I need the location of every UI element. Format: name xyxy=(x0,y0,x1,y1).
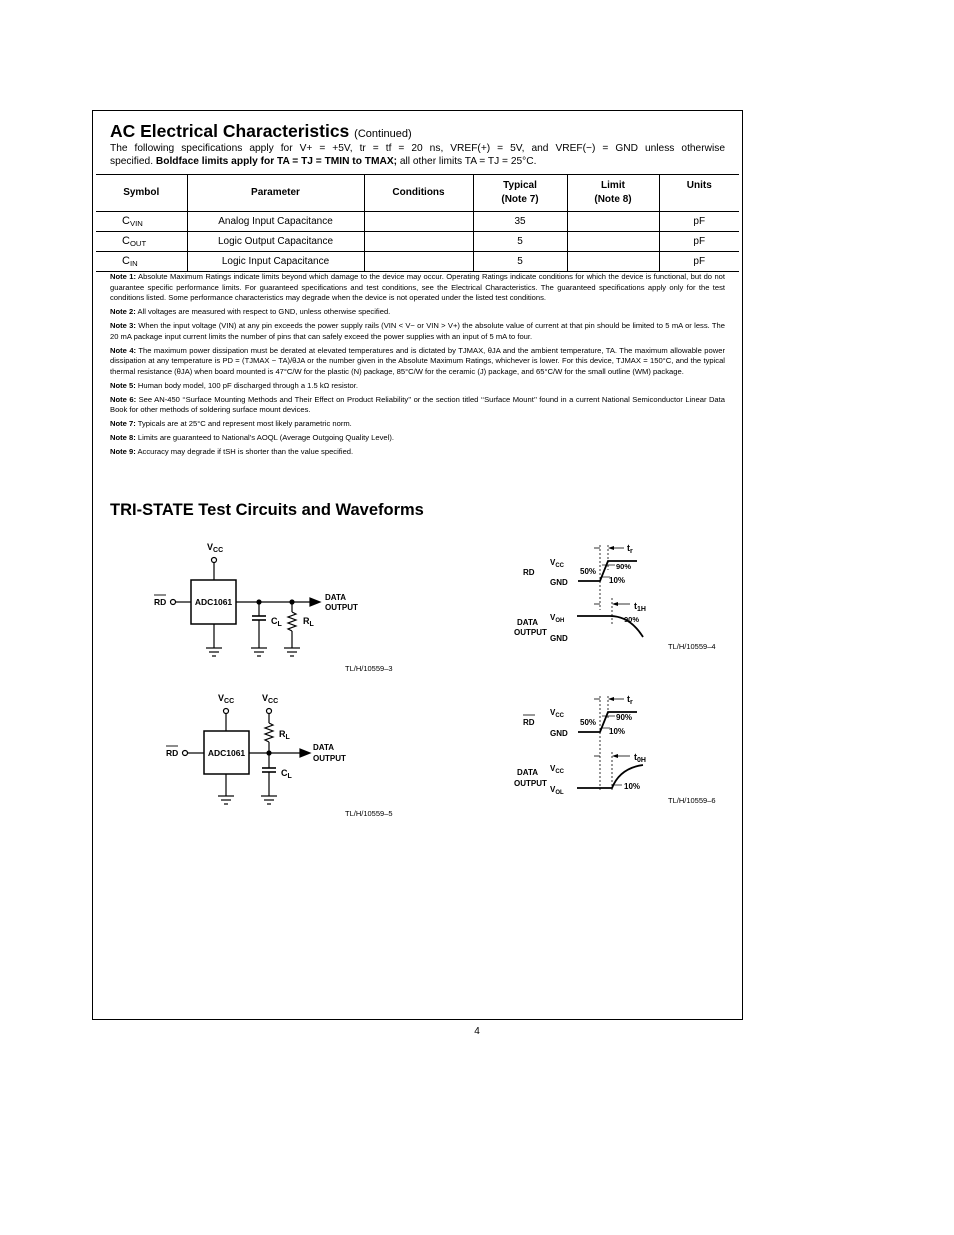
note: Note 2: All voltages are measured with respect to GND, unless otherwise specified. xyxy=(110,307,391,316)
cell-parameter: Logic Input Capacitance xyxy=(187,252,364,272)
intro-text: The following specifications apply for V+ = +5V, tr = tf = 20 ns, VREF(+) = 5V, and VREF(−) = GND unless otherwise specified. Boldface limits apply for TA = TJ = TMIN to TMAX; all other limits TA = TJ = 25°C. xyxy=(110,143,725,167)
waveform-1 xyxy=(514,543,646,643)
col-header-typical: Typical (Note 7) xyxy=(473,175,567,212)
svg-text:GND: GND xyxy=(550,634,568,643)
col-header-parameter: Parameter xyxy=(187,175,364,212)
note: Note 1: Absolute Maximum Ratings indicate limits beyond which damage to the device may occur. Operating Ratings indicate conditions for which the device is functional, but do not guarantee specific performance limits. For guaranteed specifications and test conditions, see the Electrical Characteristics. The guaranteed specifications apply only for the test conditions listed. Some performance characteristics may degrade when the device is not operated under the listed test conditions. xyxy=(110,272,725,302)
resistor-icon xyxy=(288,612,296,631)
svg-text:DATA: DATA xyxy=(517,618,539,627)
svg-text:OUTPUT: OUTPUT xyxy=(313,754,346,763)
svg-text:DATA: DATA xyxy=(313,743,335,752)
cell-parameter: Logic Output Capacitance xyxy=(187,232,364,252)
arrow-icon xyxy=(310,598,320,606)
figure-caption: TL/H/10559–6 xyxy=(668,796,716,805)
svg-text:VOH: $V_{OH}$ xyxy=(550,613,565,624)
test-circuit-2 xyxy=(166,693,346,804)
cell-symbol: $C_{IN}$ xyxy=(96,252,187,272)
svg-text:VCC: $V_{CC}$ xyxy=(207,542,224,554)
svg-text:RD: RD xyxy=(166,748,179,758)
svg-text:CL: $C_L$ xyxy=(271,616,282,628)
section-title-tristate: TRI-STATE Test Circuits and Waveforms xyxy=(110,501,424,519)
svg-text:VCC: $V_{CC}$ xyxy=(550,708,565,719)
svg-text:t0H: $t_{0H}$ xyxy=(634,752,646,764)
svg-text:VOL: $V_{OL}$ xyxy=(550,785,564,796)
svg-text:ADC1061: ADC1061 xyxy=(194,597,233,607)
col-header-symbol: Symbol xyxy=(96,175,187,212)
svg-text:RD: RD xyxy=(523,568,535,577)
cell-typical: 5 xyxy=(473,232,567,252)
col-header-units: Units xyxy=(659,175,739,212)
ground-icon xyxy=(251,648,267,656)
cell-symbol: $C_{OUT}$ xyxy=(96,232,187,252)
svg-text:t1H: $t_{1H}$ xyxy=(634,601,646,613)
ground-icon xyxy=(284,648,300,656)
cell-units: pF xyxy=(659,232,739,252)
cell-typical: 5 xyxy=(473,252,567,272)
test-circuit-1 xyxy=(154,542,358,656)
svg-text:VCC: $V_{CC}$ xyxy=(262,693,279,705)
svg-text:RD: RD xyxy=(523,718,535,727)
cell-units: pF xyxy=(659,212,739,232)
svg-text:90%: 90% xyxy=(616,562,632,571)
svg-text:ADC1061: ADC1061 xyxy=(207,748,246,758)
figure-caption: TL/H/10559–5 xyxy=(345,809,393,818)
col-header-conditions: Conditions xyxy=(364,175,473,212)
svg-text:RL: $R_L$ xyxy=(303,616,314,628)
note: Note 7: Typicals are at 25°C and represent most likely parametric norm. xyxy=(110,419,352,428)
col-header-limit: Limit (Note 8) xyxy=(567,175,659,212)
cell-symbol: $C_{VIN}$ xyxy=(96,212,187,232)
figure-caption: TL/H/10559–4 xyxy=(668,642,716,651)
page-number: 4 xyxy=(474,1026,480,1037)
svg-text:90%: 90% xyxy=(616,713,633,722)
svg-text:DATA: DATA xyxy=(325,593,347,602)
ground-icon xyxy=(261,796,277,804)
svg-text:10%: 10% xyxy=(624,782,641,791)
svg-text:OUTPUT: OUTPUT xyxy=(514,779,547,788)
svg-text:RL: $R_L$ xyxy=(279,729,290,741)
ground-icon xyxy=(206,648,222,656)
cell-parameter: Analog Input Capacitance xyxy=(187,212,364,232)
ground-icon xyxy=(218,796,234,804)
note: Note 4: The maximum power dissipation must be derated at elevated temperatures and is dictated by TJMAX, θJA and the ambient temperature, TA. The maximum allowable power dissipation at any temperature is PD = (TJMAX − TA)/θJA or the number given in the Absolute Maximum Ratings, whichever is lower. For this device, TJMAX = 150°C, and the typical thermal resistance (θJA) when board mounted is 47°C/W for the plastic (N) package, 85°C/W for the ceramic (J) package, and 65°C/W for the small outline (WM) package. xyxy=(110,345,725,376)
svg-text:10%: 10% xyxy=(609,727,626,736)
svg-text:VCC: $V_{CC}$ xyxy=(550,764,565,775)
note: Note 5: Human body model, 100 pF discharged through a 1.5 kΩ resistor. xyxy=(110,380,358,390)
cell-units: pF xyxy=(659,252,739,272)
svg-text:tr: $t_r$ xyxy=(627,543,633,555)
note: Note 8: Limits are guaranteed to National’s AOQL (Average Outgoing Quality Level). xyxy=(110,433,394,442)
svg-text:VCC: $V_{CC}$ xyxy=(550,558,565,569)
arrow-icon xyxy=(300,749,310,757)
svg-text:DATA: DATA xyxy=(517,768,539,777)
svg-text:CL: $C_L$ xyxy=(281,768,292,780)
svg-text:RD: RD xyxy=(154,597,167,607)
svg-text:GND: GND xyxy=(550,729,568,738)
svg-text:90%: 90% xyxy=(624,615,640,624)
svg-text:50%: 50% xyxy=(580,567,597,576)
svg-text:VCC: $V_{CC}$ xyxy=(218,693,235,705)
svg-text:GND: GND xyxy=(550,578,568,587)
note: Note 3: When the input voltage (VIN) at any pin exceeds the power supply rails (VIN < V− or VIN > V+) the absolute value of current at that pin should be limited to 5 mA or less. The 20 mA package input current limits the number of pins that can safely exceed the power supplies with an input of 5 mA to four. xyxy=(110,321,725,341)
section-title-ac: AC Electrical Characteristics (Continued) xyxy=(110,121,412,141)
cell-typical: 35 xyxy=(473,212,567,232)
svg-text:50%: 50% xyxy=(580,718,597,727)
note: Note 9: Accuracy may degrade if tSH is shorter than the value specified. xyxy=(110,447,354,456)
waveform-2 xyxy=(514,694,646,796)
svg-text:10%: 10% xyxy=(609,576,626,585)
svg-text:OUTPUT: OUTPUT xyxy=(514,628,547,637)
note: Note 6: See AN-450 ‘‘Surface Mounting Methods and Their Effect on Product Reliability’’ or the section titled ‘‘Surface Mount’’ found in a current National Semiconductor Linear Data Book for other methods of soldering surface mount devices. xyxy=(110,394,725,414)
svg-text:tr: $t_r$ xyxy=(627,694,633,706)
svg-text:OUTPUT: OUTPUT xyxy=(325,603,358,612)
resistor-icon xyxy=(265,723,273,742)
figure-caption: TL/H/10559–3 xyxy=(345,664,393,673)
